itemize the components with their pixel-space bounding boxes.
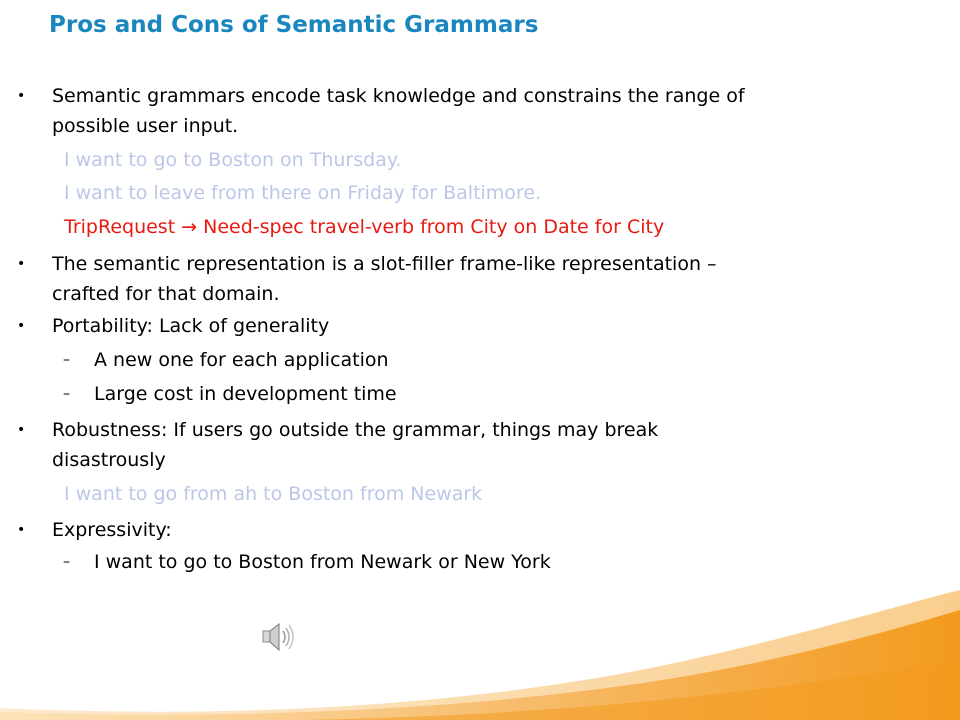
bullet-text: possible user input. <box>52 115 239 137</box>
bullet-text: Robustness: If users go outside the grammar, things may break <box>52 419 659 441</box>
bullet-marker: • <box>17 522 26 538</box>
bullet-marker: • <box>17 256 26 272</box>
decorative-wave <box>0 590 960 720</box>
sub-bullet-text: A new one for each application <box>94 349 389 371</box>
sub-bullet-marker: – <box>63 352 70 368</box>
bullet-marker: • <box>17 318 26 334</box>
bullet-text: disastrously <box>52 449 166 471</box>
example-sentence: I want to leave from there on Friday for Baltimore. <box>64 182 542 204</box>
sub-bullet-text: I want to go to Boston from Newark or New York <box>94 551 551 573</box>
bullet-text: crafted for that domain. <box>52 283 280 305</box>
bullet-text: Expressivity: <box>52 519 172 541</box>
sub-bullet-marker: – <box>63 554 70 570</box>
example-sentence: I want to go to Boston on Thursday. <box>64 149 402 171</box>
sub-bullet-text: Large cost in development time <box>94 383 397 405</box>
bullet-marker: • <box>17 88 26 104</box>
grammar-rule: TripRequest → Need-spec travel-verb from City on Date for City <box>64 216 665 238</box>
example-sentence: I want to go from ah to Boston from Newark <box>64 483 483 505</box>
bullet-text: Semantic grammars encode task knowledge and constrains the range of <box>52 85 745 107</box>
bullet-marker: • <box>17 422 26 438</box>
sub-bullet-marker: – <box>63 386 70 402</box>
slide-title: Pros and Cons of Semantic Grammars <box>49 12 539 38</box>
bullet-text: Portability: Lack of generality <box>52 315 330 337</box>
bullet-text: The semantic representation is a slot-filler frame-like representation – <box>52 253 717 275</box>
